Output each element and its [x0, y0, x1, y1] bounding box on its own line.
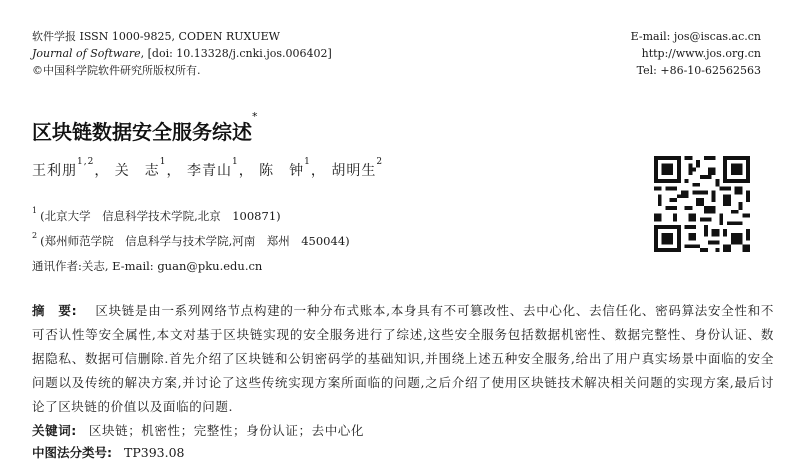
author: 关 志$^1$，: [114, 157, 182, 179]
title-footnote-mark: *: [252, 110, 258, 123]
journal-email[interactable]: E-mail: jos@iscas.ac.cn: [630, 30, 761, 43]
paper-title: [32, 110, 258, 145]
journal-tel: Tel: +86-10-62562563: [636, 64, 761, 77]
abstract: [32, 299, 774, 419]
author: 陈 钟$^1$，: [259, 157, 326, 179]
author-list: [32, 157, 384, 180]
clc-label: 中图法分类号:: [32, 445, 112, 460]
qr-code-icon: [654, 156, 750, 252]
abstract-label: 摘 要:: [32, 303, 78, 318]
journal-issn-line: 软件学报 ISSN 1000-9825, CODEN RUXUEW: [32, 30, 280, 43]
affiliation-1: $^1$ (北京大学 信息科学技术学院,北京 100871): [32, 206, 281, 223]
author: 胡明生$^2$: [331, 157, 384, 179]
keywords-label: 关键词:: [32, 423, 77, 438]
author: 王利朋$^{1,2}$，: [32, 157, 110, 179]
journal-doi: , [doi: 10.13328/j.cnki.jos.006402]: [140, 47, 332, 60]
abstract-text: 区块链是由一系列网络节点构建的一种分布式账本,本身具有不可篡改性、去中心化、去信任化、密码算法安全性和不可否认性等安全属性,本文对基于区块链实现的安全服务进行了综述,这些安全服务包括数据机密性、数据完整性、身份认证、数据隐私、数据可信删除.首先介绍了区块链和公钥密码学的基础知识,并围绕上述五种安全服务,给出了用户真实场景中面临的安全问题以及传统的解决方案,并讨论了这些传统实现方案所面临的问题,之后介绍了使用区块链技术解决相关问题的实现方案,最后讨论了区块链的价值以及面临的问题.: [32, 303, 774, 414]
journal-header: [32, 28, 332, 79]
corresponding-author: 通讯作者:关志, E-mail: guan@pku.edu.cn: [32, 259, 263, 273]
keywords-text: 区块链；机密性；完整性；身份认证；去中心化: [88, 423, 365, 438]
journal-doi-line: [32, 45, 332, 62]
affiliation-2: $^2$ (郑州师范学院 信息科学与技术学院,河南 郑州 450044): [32, 231, 350, 248]
clc-number: [32, 443, 185, 461]
clc-value: TP393.08: [124, 445, 185, 460]
author: 李青山$^1$，: [186, 157, 254, 179]
journal-website[interactable]: http://www.jos.org.cn: [641, 47, 761, 60]
journal-contact: [631, 28, 761, 79]
journal-name: Journal of Software: [32, 47, 141, 60]
paper-title-text: 区块链数据安全服务综述: [32, 120, 252, 144]
copyright-line: ©中国科学院软件研究所版权所有.: [32, 64, 201, 77]
keywords: [32, 421, 364, 439]
